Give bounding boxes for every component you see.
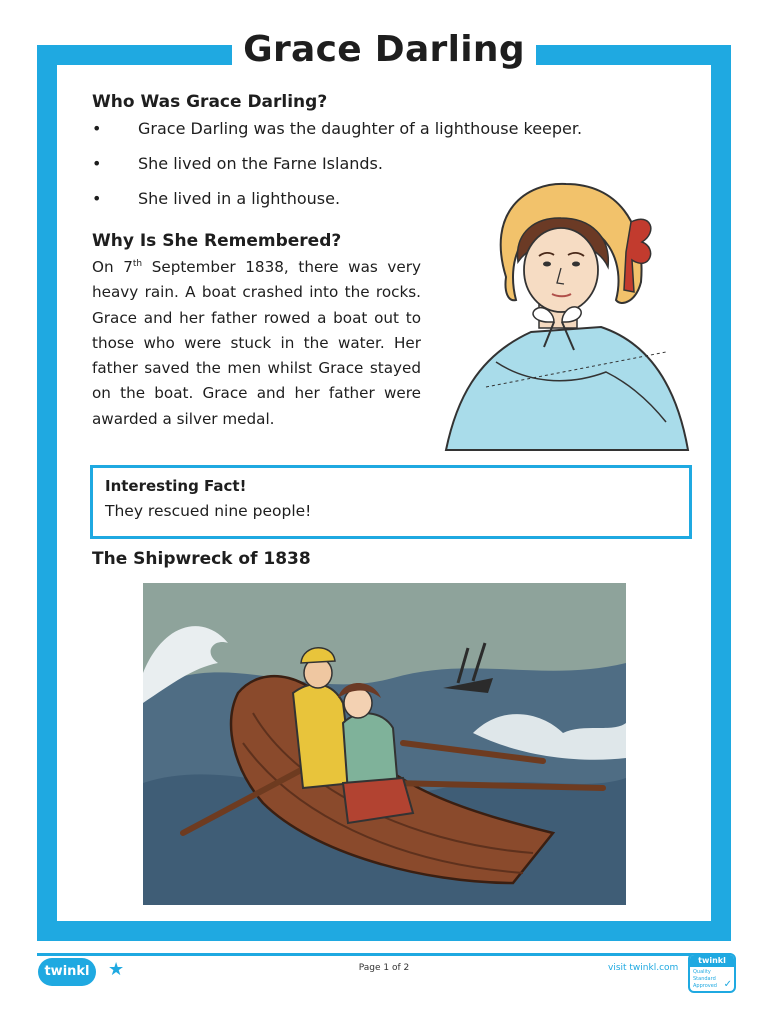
badge-logo: twinkl	[690, 955, 734, 967]
dress-shape	[446, 327, 688, 450]
page-title: Grace Darling	[243, 29, 525, 70]
heading-who-was-grace: Who Was Grace Darling?	[92, 92, 328, 112]
heading-why-remembered: Why Is She Remembered?	[92, 231, 342, 251]
story-paragraph	[92, 255, 421, 432]
paragraph-text: September 1838, there was very heavy rain. A boat crashed into the rocks. Grace and her father rowed a boat out to those who were stuck in the water. Her father saved the men whilst Grace stayed on the boat. Grace and her father were awarded a silver medal.	[92, 258, 421, 428]
heading-shipwreck: The Shipwreck of 1838	[92, 549, 311, 569]
quality-badge	[688, 953, 736, 993]
bullet-icon: •	[92, 119, 102, 138]
title-plate	[232, 22, 536, 78]
list-item	[92, 119, 692, 154]
visit-link[interactable]: visit twinkl.com	[608, 963, 679, 973]
fact-title: Interesting Fact!	[105, 477, 247, 495]
check-icon: ✓	[723, 979, 732, 990]
bullet-text: Grace Darling was the daughter of a lighthouse keeper.	[138, 119, 583, 138]
bullet-icon: •	[92, 189, 102, 208]
grace-darling-portrait	[436, 182, 692, 452]
bullet-icon: •	[92, 154, 102, 173]
paragraph-prefix: On 7	[92, 258, 133, 276]
twinkl-logo: twinkl	[38, 958, 96, 986]
ordinal-suffix: th	[132, 258, 143, 269]
bullet-text: She lived on the Farne Islands.	[138, 154, 383, 173]
badge-text: Quality Standard Approved	[693, 969, 717, 989]
fact-text: They rescued nine people!	[105, 502, 312, 520]
page-number: Page 1 of 2	[358, 963, 410, 973]
right-eye	[572, 262, 580, 267]
footer-divider	[37, 953, 731, 956]
star-icon: ★	[108, 959, 125, 980]
left-eye	[543, 262, 551, 267]
shipwreck-illustration	[143, 583, 626, 905]
interesting-fact-box	[90, 465, 692, 539]
bullet-text: She lived in a lighthouse.	[138, 189, 341, 208]
